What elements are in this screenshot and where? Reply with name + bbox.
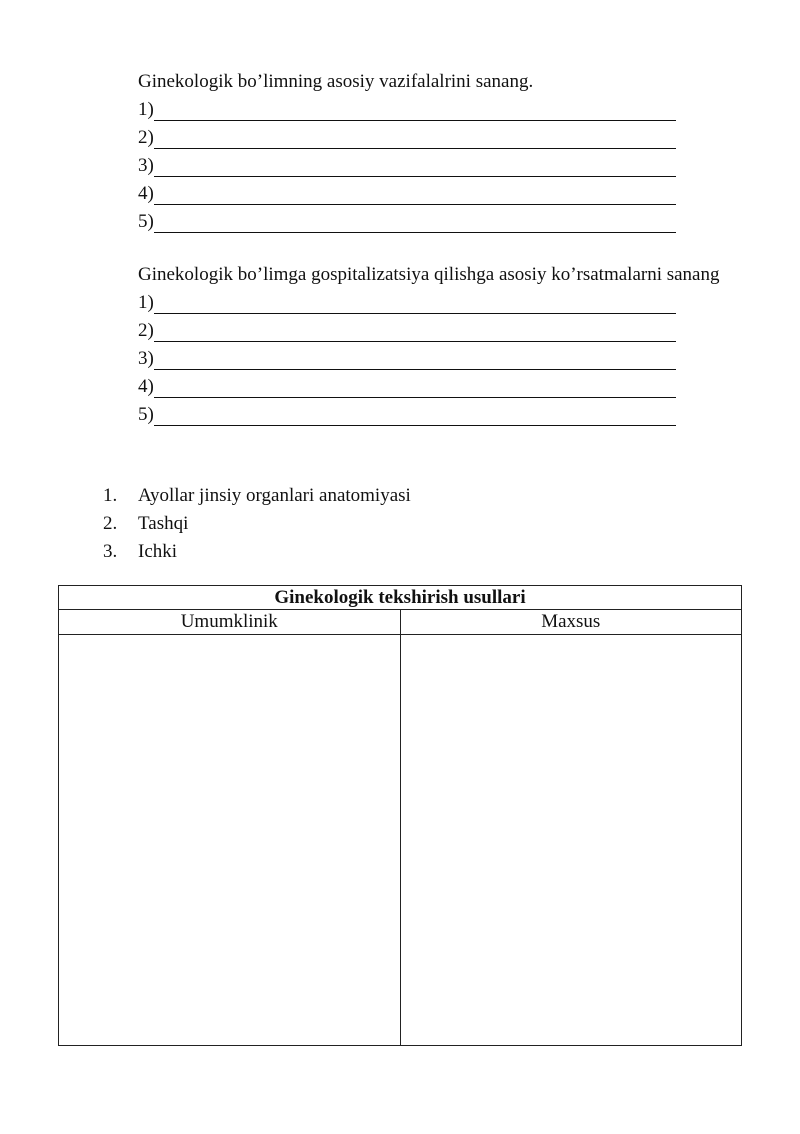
answer-line-2-4[interactable]	[138, 373, 728, 401]
answer-line-2-3[interactable]	[138, 345, 728, 373]
answer-line-2-5[interactable]	[138, 401, 728, 429]
answer-line-1-3[interactable]	[138, 152, 728, 180]
examination-methods-table	[58, 585, 742, 1046]
table-title-row	[59, 586, 742, 610]
column-header-umumklinik: Umumklinik	[59, 610, 401, 635]
question-2-heading: Ginekologik bo’limga gospitalizatsiya qilishga asosiy ko’rsatmalarni sanang	[138, 264, 720, 285]
answer-number: 5)	[138, 404, 154, 425]
table-header-row	[59, 610, 742, 635]
list-item	[103, 538, 411, 566]
list-number: 1.	[103, 485, 118, 506]
answer-number: 3)	[138, 348, 154, 369]
list-item	[103, 510, 411, 538]
answer-line-1-4[interactable]	[138, 180, 728, 208]
answer-line-1-1[interactable]	[138, 96, 728, 124]
answer-blank[interactable]	[154, 375, 676, 398]
answer-blank[interactable]	[154, 182, 676, 205]
answer-number: 2)	[138, 127, 154, 148]
answer-blank[interactable]	[154, 403, 676, 426]
list-text: Ichki	[138, 541, 178, 562]
answer-number: 3)	[138, 155, 154, 176]
answer-number: 4)	[138, 183, 154, 204]
list-text: Ayollar jinsiy organlari anatomiyasi	[138, 485, 411, 506]
question-1-heading: Ginekologik bo’limning asosiy vazifalalrini sanang.	[138, 71, 534, 92]
answer-line-2-2[interactable]	[138, 317, 728, 345]
question-2	[138, 261, 728, 429]
list-number: 3.	[103, 541, 118, 562]
question-1	[138, 68, 728, 236]
anatomy-list	[103, 482, 411, 566]
umumklinik-answer-cell[interactable]	[59, 635, 401, 1046]
table-row	[59, 635, 742, 1046]
answer-number: 5)	[138, 211, 154, 232]
answer-blank[interactable]	[154, 154, 676, 177]
answer-blank[interactable]	[154, 98, 676, 121]
answer-blank[interactable]	[154, 347, 676, 370]
answer-line-1-2[interactable]	[138, 124, 728, 152]
column-header-maxsus: Maxsus	[400, 610, 742, 635]
answer-blank[interactable]	[154, 291, 676, 314]
maxsus-answer-cell[interactable]	[400, 635, 742, 1046]
list-number: 2.	[103, 513, 118, 534]
list-item	[103, 482, 411, 510]
list-text: Tashqi	[138, 513, 189, 534]
answer-number: 1)	[138, 292, 154, 313]
answer-number: 2)	[138, 320, 154, 341]
answer-blank[interactable]	[154, 210, 676, 233]
answer-blank[interactable]	[154, 126, 676, 149]
answer-blank[interactable]	[154, 319, 676, 342]
answer-number: 1)	[138, 99, 154, 120]
answer-number: 4)	[138, 376, 154, 397]
table-title: Ginekologik tekshirish usullari	[59, 586, 742, 610]
answer-line-1-5[interactable]	[138, 208, 728, 236]
answer-line-2-1[interactable]	[138, 289, 728, 317]
